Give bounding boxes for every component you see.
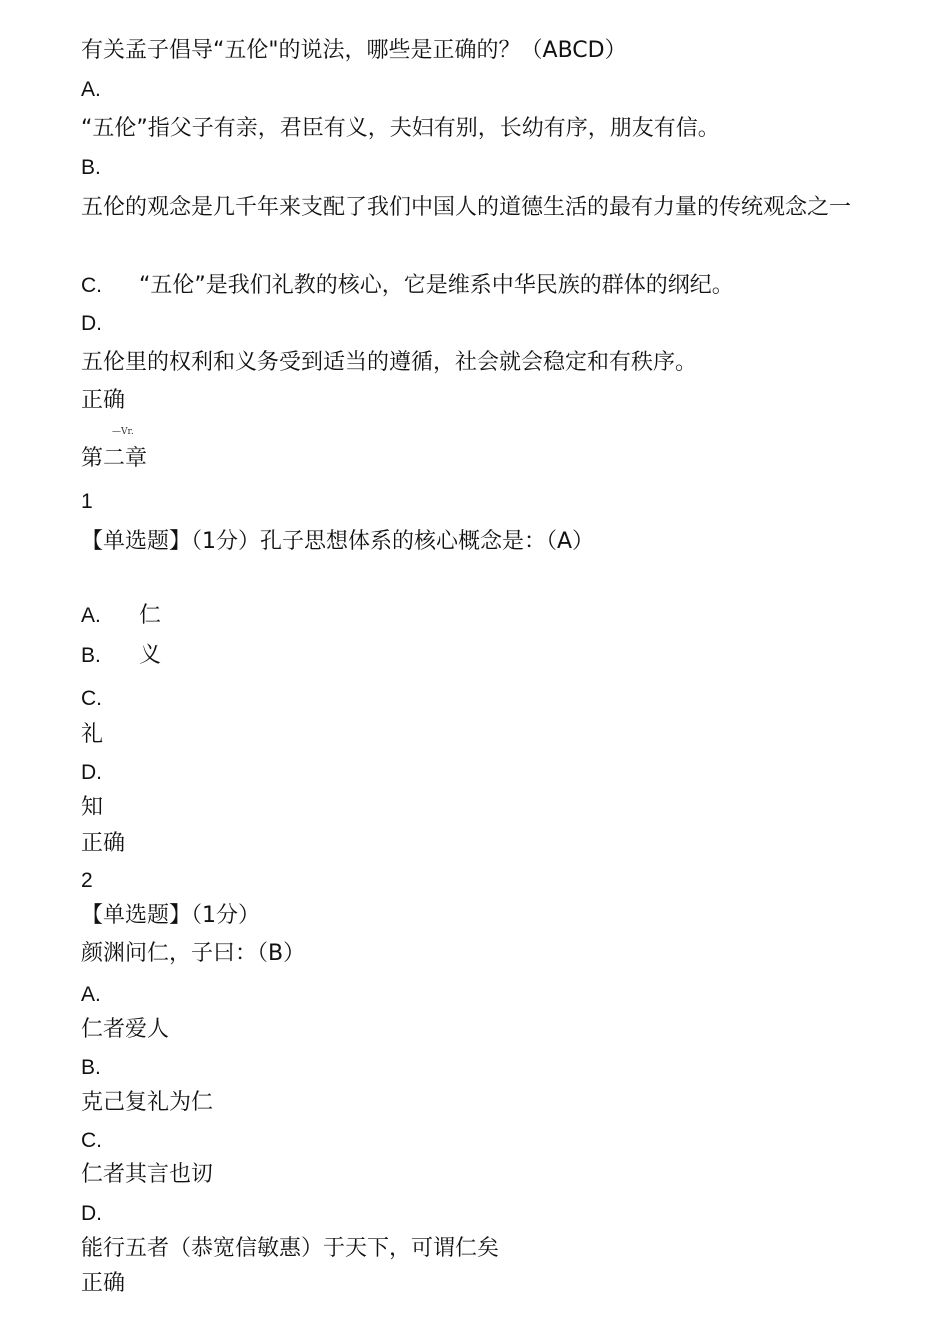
question-type: 【单选题】（1分） xyxy=(81,903,260,928)
option-text-b: 义 xyxy=(139,643,162,668)
question-number: 1 xyxy=(81,490,93,513)
option-text-a: “五伦”指父子有亲，君臣有义，夫妇有别，长幼有序，朋友有信。 xyxy=(81,116,720,141)
option-label-b: B. xyxy=(81,1056,101,1079)
option-text-b: 五伦的观念是几千年来支配了我们中国人的道德生活的最有力量的传统观念之一 xyxy=(81,195,852,220)
option-c-row xyxy=(81,273,734,299)
option-label-c: C. xyxy=(81,274,102,297)
option-text-d: 能行五者（恭宽信敏惠）于天下，可谓仁矣 xyxy=(81,1236,500,1261)
answer-result: 正确 xyxy=(81,388,126,413)
chapter-title: 第二章 xyxy=(81,446,148,471)
option-label-d: D. xyxy=(81,1202,102,1225)
option-text-c: 仁者其言也讱 xyxy=(81,1162,214,1187)
scan-artifact: —Vr. xyxy=(112,427,134,437)
option-text-c: “五伦”是我们礼教的核心，它是维系中华民族的群体的纲纪。 xyxy=(139,273,734,298)
option-label-b: B. xyxy=(81,156,101,179)
option-label-a: A. xyxy=(81,983,101,1006)
option-label-d: D. xyxy=(81,761,102,784)
question-number: 2 xyxy=(81,869,93,892)
option-label-d: D. xyxy=(81,312,102,335)
option-b-row xyxy=(81,643,161,669)
option-label-a: A. xyxy=(81,78,101,101)
option-text-c: 礼 xyxy=(81,722,104,747)
option-text-b: 克己复礼为仁 xyxy=(81,1090,214,1115)
question-stem: 颜渊问仁，子曰：（B） xyxy=(81,941,306,966)
option-a-row xyxy=(81,603,161,629)
option-label-c: C. xyxy=(81,1129,102,1152)
option-text-a: 仁者爱人 xyxy=(81,1017,170,1042)
option-label-c: C. xyxy=(81,687,102,710)
question-stem: 【单选题】（1分）孔子思想体系的核心概念是：（A） xyxy=(81,529,595,554)
answer-result: 正确 xyxy=(81,831,126,856)
option-text-d: 五伦里的权利和义务受到适当的遵循，社会就会稳定和有秩序。 xyxy=(81,350,698,375)
option-text-a: 仁 xyxy=(139,603,162,628)
option-label-b: B. xyxy=(81,644,101,667)
option-text-d: 知 xyxy=(81,795,104,820)
answer-result: 正确 xyxy=(81,1271,126,1296)
question-stem: 有关孟子倡导“五伦"的说法，哪些是正确的？（ABCD） xyxy=(81,38,627,63)
option-label-a: A. xyxy=(81,604,101,627)
